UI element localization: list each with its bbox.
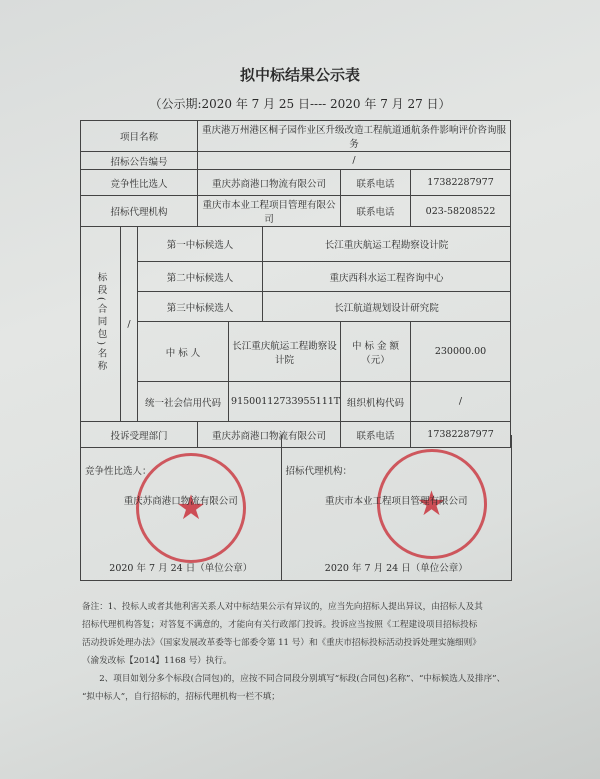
table-row bbox=[81, 196, 511, 227]
document-title: 拟中标结果公示表 bbox=[239, 66, 360, 84]
competitor-value: 重庆苏商港口物流有限公司 bbox=[198, 170, 341, 196]
note-line: 活动投诉处理办法》（国家发展改革委等七部委令第 11 号）和《重庆市招标投标活动投诉处理实施细则》 bbox=[82, 638, 481, 648]
competitor-signature bbox=[81, 435, 282, 580]
note-line: 招标代理机构答复；对答复不满意的，才能向有关行政部门投诉。投诉应当按照《工程建设项目招标投标 bbox=[82, 620, 478, 630]
signature-org: 重庆苏商港口物流有限公司 bbox=[123, 496, 238, 507]
cand2-label: 第二中标候选人 bbox=[138, 262, 263, 292]
winner-label: 中 标 人 bbox=[138, 322, 229, 382]
competitor-label: 竞争性比选人 bbox=[81, 170, 198, 196]
table-row bbox=[81, 262, 511, 292]
complaint-phone-label: 联系电话 bbox=[341, 422, 411, 448]
amount-value: 230000.00 bbox=[411, 322, 511, 382]
org-code-value: / bbox=[411, 382, 511, 422]
competitor-phone-label: 联系电话 bbox=[341, 170, 411, 196]
table-row bbox=[81, 292, 511, 322]
note-line: 备注：1、投标人或者其他利害关系人对中标结果公示有异议的，应当先向招标人提出异议，由招标人及其 bbox=[82, 602, 483, 612]
notice-value: / bbox=[198, 152, 511, 170]
section-label: 标段(合同包)名称 bbox=[95, 272, 107, 373]
signature-label: 招标代理机构： bbox=[285, 466, 353, 477]
table-row bbox=[81, 382, 511, 422]
project-label: 项目名称 bbox=[81, 121, 198, 152]
table-row bbox=[81, 227, 511, 262]
cand3-value: 长江航道规划设计研究院 bbox=[263, 292, 511, 322]
cand3-label: 第三中标候选人 bbox=[138, 292, 263, 322]
note-line: 2、项目如划分多个标段(合同包)的，应按不同合同段分别填写“标段(合同包)名称”、“中标候选人及排序”、 bbox=[82, 674, 506, 684]
company-seal-stamp bbox=[136, 453, 246, 563]
cand2-value: 重庆西科水运工程咨询中心 bbox=[263, 262, 511, 292]
agency-label: 招标代理机构 bbox=[81, 196, 198, 227]
cand1-value: 长江重庆航运工程勘察设计院 bbox=[263, 227, 511, 262]
org-code-label: 组织机构代码 bbox=[341, 382, 411, 422]
complaint-phone: 17382287977 bbox=[411, 422, 511, 448]
table-row bbox=[81, 322, 511, 382]
signature-date: 2020 年 7 月 24 日（单位公章） bbox=[324, 563, 468, 574]
star-icon: ★ bbox=[175, 488, 207, 528]
complaint-label: 投诉受理部门 bbox=[81, 422, 198, 448]
winner-value: 长江重庆航运工程勘察设计院 bbox=[229, 322, 341, 382]
amount-label: 中 标 金 额（元） bbox=[341, 322, 411, 382]
credit-value: 91500112733955111T bbox=[229, 382, 341, 422]
signature-org: 重庆市本业工程项目管理有限公司 bbox=[325, 496, 468, 507]
cand1-label: 第一中标候选人 bbox=[138, 227, 263, 262]
table-row bbox=[81, 152, 511, 170]
credit-label: 统一社会信用代码 bbox=[138, 382, 229, 422]
note-line: “拟中标人”，自行招标的，招标代理机构一栏不填； bbox=[82, 692, 280, 702]
table-row bbox=[81, 121, 511, 152]
notice-label: 招标公告编号 bbox=[81, 152, 198, 170]
signature-label: 竞争性比选人： bbox=[85, 466, 152, 477]
publicity-period: （公示期:2020 年 7 月 25 日---- 2020 年 7 月 27 日） bbox=[149, 97, 451, 111]
agency-signature bbox=[282, 435, 511, 580]
table-row bbox=[81, 170, 511, 196]
result-table bbox=[80, 120, 511, 448]
note-line: （渝发改标【2014】1168 号）执行。 bbox=[82, 656, 232, 666]
complaint-value: 重庆苏商港口物流有限公司 bbox=[198, 422, 341, 448]
project-value: 重庆港万州港区桐子园作业区升级改造工程航道通航条件影响评价咨询服务 bbox=[198, 121, 511, 152]
agency-phone-label: 联系电话 bbox=[341, 196, 411, 227]
signature-date: 2020 年 7 月 24 日（单位公章） bbox=[109, 563, 253, 574]
competitor-phone: 17382287977 bbox=[411, 170, 511, 196]
signature-section bbox=[80, 435, 512, 581]
agency-value: 重庆市本业工程项目管理有限公司 bbox=[198, 196, 341, 227]
notes bbox=[82, 598, 522, 706]
section-value: / bbox=[121, 227, 138, 422]
star-icon: ★ bbox=[416, 484, 447, 524]
agency-phone: 023-58208522 bbox=[411, 196, 511, 227]
